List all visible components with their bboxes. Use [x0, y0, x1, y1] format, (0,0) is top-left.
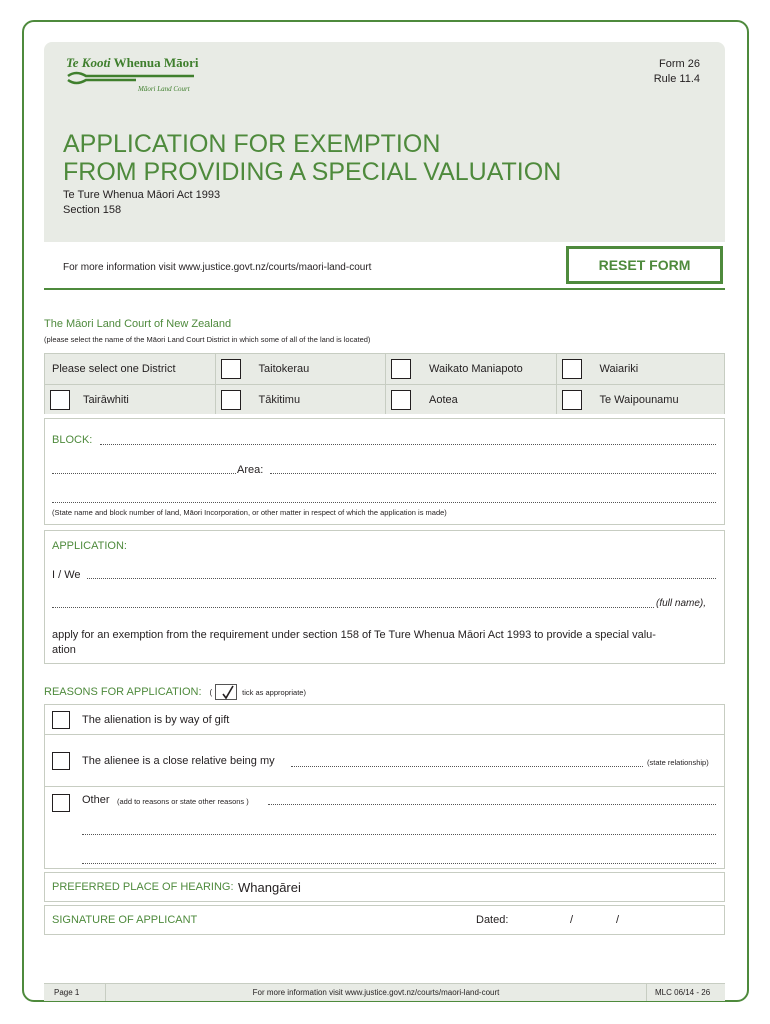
- application-statement-line1: apply for an exemption from the requirement under section 158 of Te Ture Whenua Māori Act 1993 to provide a special valu-: [52, 629, 656, 641]
- district-option-aotea[interactable]: [386, 385, 557, 414]
- district-option-taitokerau[interactable]: [216, 354, 387, 384]
- footer-page: Page 1: [44, 984, 106, 1001]
- district-label: Taitokerau: [258, 363, 310, 375]
- date-separator-2: /: [616, 914, 620, 926]
- act-reference: [63, 188, 220, 218]
- court-logo: [66, 55, 199, 93]
- hearing-section: [44, 872, 725, 902]
- reason-gift-label: The alienation is by way of gift: [82, 714, 230, 726]
- reasons-section: [44, 704, 725, 869]
- logo-text: [66, 55, 199, 71]
- act-section: Section 158: [63, 204, 122, 216]
- district-option-waikato-maniapoto[interactable]: [386, 354, 557, 384]
- reason-checkbox-gift[interactable]: [52, 711, 70, 729]
- district-label: Te Waipounamu: [599, 393, 679, 406]
- date-separator-1: /: [570, 914, 574, 926]
- open-paren: (: [209, 687, 213, 697]
- other-reasons-field[interactable]: [268, 804, 716, 805]
- rule-number: Rule 11.4: [653, 73, 700, 85]
- block-label: BLOCK:: [52, 434, 93, 446]
- dated-label: Dated:: [476, 914, 509, 926]
- header-divider: [44, 288, 725, 290]
- reason-other-note: (add to reasons or state other reasons ): [117, 797, 249, 806]
- relationship-note: (state relationship): [647, 758, 709, 767]
- form-reference: [654, 57, 700, 87]
- district-checkbox[interactable]: [391, 390, 411, 410]
- district-checkbox[interactable]: [562, 359, 582, 379]
- relationship-field[interactable]: [291, 766, 643, 767]
- logo-swirl-icon: [66, 70, 198, 86]
- footer-code: MLC 06/14 - 26: [646, 984, 725, 1001]
- block-field-line2[interactable]: [52, 473, 236, 474]
- district-option-waiariki[interactable]: [557, 354, 725, 384]
- district-checkbox[interactable]: [221, 359, 241, 379]
- page-footer: [44, 983, 725, 1001]
- other-reasons-field-line3[interactable]: [82, 863, 716, 864]
- checkmark-icon: [215, 684, 237, 700]
- tick-note: tick as appropriate): [242, 687, 306, 697]
- district-label: Tākitimu: [258, 393, 301, 406]
- logo-text-part2: Whenua Māori: [110, 55, 199, 70]
- applicant-name-field[interactable]: [87, 578, 716, 579]
- title-line2: FROM PROVIDING A SPECIAL VALUATION: [63, 158, 562, 186]
- district-selector: [44, 353, 725, 414]
- district-checkbox[interactable]: [391, 359, 411, 379]
- reason-relative-label: The alienee is a close relative being my: [82, 755, 275, 767]
- reset-form-button[interactable]: RESET FORM: [566, 246, 723, 284]
- block-field-line3[interactable]: [52, 502, 716, 503]
- footer-info: For more information visit www.justice.govt.nz/courts/maori-land-court: [106, 984, 646, 1001]
- full-name-note: (full name),: [656, 598, 707, 609]
- district-option-takitimu[interactable]: [216, 385, 387, 414]
- more-info-text: For more information visit www.justice.govt.nz/courts/maori-land-court: [63, 262, 372, 273]
- area-field[interactable]: [270, 473, 716, 474]
- court-note: (please select the name of the Māori Land Court District in which some of all of the land is located): [44, 335, 371, 344]
- applicant-name-field-line2[interactable]: [52, 607, 654, 608]
- logo-subtext: Māori Land Court: [138, 85, 190, 93]
- reason-row-relative: [45, 736, 724, 787]
- hearing-label: PREFERRED PLACE OF HEARING:: [52, 881, 234, 893]
- district-checkbox[interactable]: [562, 390, 582, 410]
- block-note: (State name and block number of land, Māori Incorporation, or other matter in respect of which the application is made): [52, 508, 447, 517]
- other-reasons-field-line2[interactable]: [82, 834, 716, 835]
- reasons-label: REASONS FOR APPLICATION:: [44, 686, 202, 698]
- district-checkbox[interactable]: [221, 390, 241, 410]
- block-section: [44, 418, 725, 525]
- district-option-tairawhiti[interactable]: [45, 385, 216, 414]
- signature-section: [44, 905, 725, 935]
- district-checkbox[interactable]: [50, 390, 70, 410]
- district-label: Tairāwhiti: [83, 393, 129, 406]
- page-title: [63, 130, 561, 186]
- act-name: Te Ture Whenua Māori Act 1993: [63, 189, 221, 201]
- signature-label: SIGNATURE OF APPLICANT: [52, 914, 198, 926]
- district-label: Waikato Maniapoto: [429, 363, 523, 375]
- i-we-label: I / We: [52, 569, 81, 581]
- court-title: The Māori Land Court of New Zealand: [44, 318, 232, 330]
- reason-checkbox-other[interactable]: [52, 794, 70, 812]
- reason-row-other: [45, 788, 724, 868]
- reasons-header: [44, 684, 306, 700]
- block-field[interactable]: [100, 444, 716, 445]
- title-line1: APPLICATION FOR EXEMPTION: [63, 130, 441, 158]
- district-prompt: [45, 354, 216, 384]
- district-label: Aotea: [429, 393, 458, 406]
- reason-row-gift: [45, 705, 724, 735]
- application-label: APPLICATION:: [52, 540, 127, 552]
- district-label: Waiariki: [599, 363, 639, 375]
- reason-checkbox-relative[interactable]: [52, 752, 70, 770]
- area-label: Area:: [237, 464, 264, 476]
- application-statement-line2: ation: [52, 644, 76, 656]
- district-option-te-waipounamu[interactable]: [557, 385, 725, 414]
- application-statement: [52, 628, 656, 658]
- form-number: Form 26: [659, 58, 700, 70]
- district-prompt-label: Please select one District: [52, 363, 176, 375]
- application-section: [44, 530, 725, 664]
- reason-other-label: Other: [82, 794, 110, 806]
- hearing-place-field[interactable]: Whangārei: [238, 880, 301, 895]
- logo-text-part1: Te Kooti: [66, 55, 111, 70]
